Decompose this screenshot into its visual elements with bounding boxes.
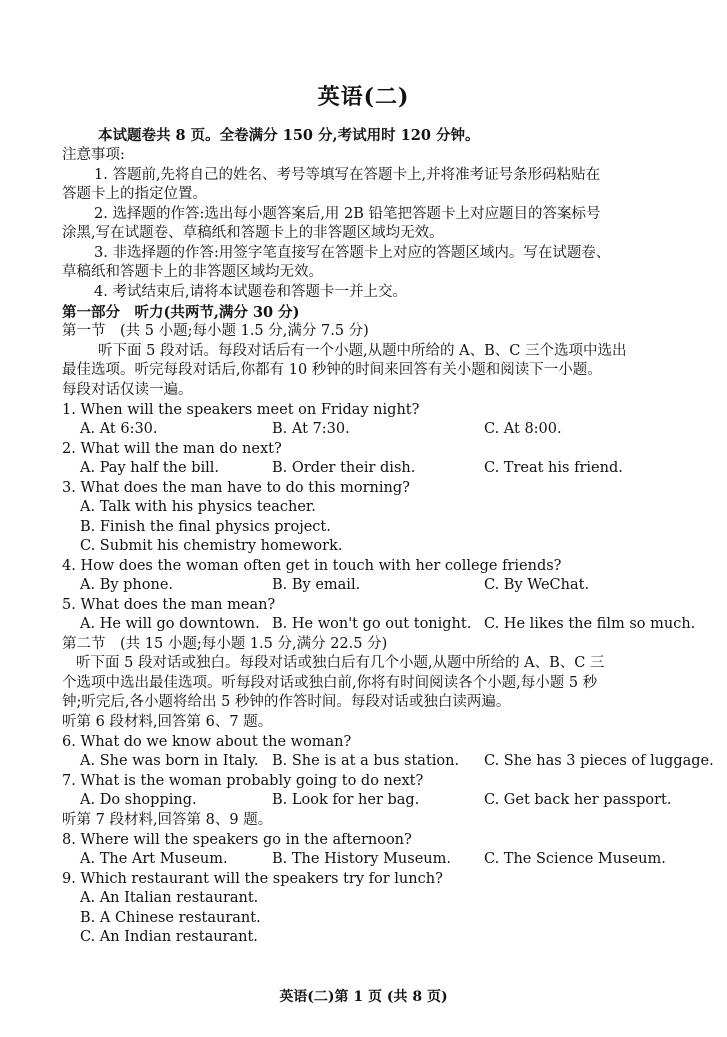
question-stem: 6. What do we know about the woman? bbox=[62, 734, 352, 750]
section2-heading: 第二节 (共 15 小题;每小题 1.5 分,满分 22.5 分) bbox=[62, 636, 388, 652]
exam-intro: 本试题卷共 8 页。全卷满分 150 分,考试用时 120 分钟。 bbox=[98, 127, 480, 144]
notice-line: 4. 考试结束后,请将本试题卷和答题卡一并上交。 bbox=[94, 284, 408, 300]
section1-instruction: 每段对话仅读一遍。 bbox=[62, 382, 193, 398]
option-a: A. By phone. bbox=[80, 577, 174, 593]
option-b: B. She is at a bus station. bbox=[272, 753, 460, 769]
page-title: 英语(二) bbox=[317, 84, 410, 110]
section2-instruction: 听下面 5 段对话或独白。每段对话或独白后有几个小题,从题中所给的 A、B、C 三 bbox=[76, 655, 605, 671]
option-b: B. Finish the final physics project. bbox=[80, 519, 331, 535]
section2-instruction: 钟;听完后,各小题将给出 5 秒钟的作答时间。每段对话或独白读两遍。 bbox=[62, 694, 511, 710]
option-a: A. Pay half the bill. bbox=[80, 460, 219, 476]
question-stem: 4. How does the woman often get in touch with her college friends? bbox=[62, 558, 562, 574]
option-c: C. An Indian restaurant. bbox=[80, 929, 258, 945]
option-b: B. A Chinese restaurant. bbox=[80, 910, 261, 926]
section2-instruction: 个选项中选出最佳选项。听每段对话或独白前,你将有时间阅读各个小题,每小题 5 秒 bbox=[62, 675, 598, 691]
part1-heading: 第一部分 听力(共两节,满分 30 分) bbox=[62, 304, 300, 321]
question-stem: 1. When will the speakers meet on Friday night? bbox=[62, 402, 420, 418]
notice-line: 答题卡上的指定位置。 bbox=[62, 186, 207, 202]
option-a: A. At 6:30. bbox=[80, 421, 158, 437]
question-stem: 5. What does the man mean? bbox=[62, 597, 276, 613]
option-b: B. He won't go out tonight. bbox=[272, 616, 472, 632]
question-stem: 3. What does the man have to do this morning? bbox=[62, 480, 410, 496]
option-b: B. The History Museum. bbox=[272, 851, 451, 867]
section1-heading: 第一节 (共 5 小题;每小题 1.5 分,满分 7.5 分) bbox=[62, 323, 369, 339]
notice-heading: 注意事项: bbox=[62, 147, 125, 163]
notice-line: 2. 选择题的作答:选出每小题答案后,用 2B 铅笔把答题卡上对应题目的答案标号 bbox=[94, 206, 601, 222]
option-b: B. Look for her bag. bbox=[272, 792, 420, 808]
material-label: 听第 6 段材料,回答第 6、7 题。 bbox=[62, 714, 273, 730]
option-b: B. By email. bbox=[272, 577, 361, 593]
option-b: B. At 7:30. bbox=[272, 421, 350, 437]
option-a: A. He will go downtown. bbox=[80, 616, 260, 632]
notice-line: 草稿纸和答题卡上的非答题区域均无效。 bbox=[62, 264, 323, 280]
material-label: 听第 7 段材料,回答第 8、9 题。 bbox=[62, 812, 273, 828]
option-a: A. She was born in Italy. bbox=[80, 753, 259, 769]
notice-line: 涂黑,写在试题卷、草稿纸和答题卡上的非答题区域均无效。 bbox=[62, 225, 444, 241]
option-c: C. By WeChat. bbox=[484, 577, 590, 593]
option-a: A. Do shopping. bbox=[80, 792, 197, 808]
option-c: C. Get back her passport. bbox=[484, 792, 672, 808]
option-c: C. Treat his friend. bbox=[484, 460, 623, 476]
option-b: B. Order their dish. bbox=[272, 460, 416, 476]
option-c: C. The Science Museum. bbox=[484, 851, 666, 867]
question-stem: 2. What will the man do next? bbox=[62, 441, 282, 457]
option-c: C. He likes the film so much. bbox=[484, 616, 696, 632]
option-a: A. The Art Museum. bbox=[80, 851, 228, 867]
notice-line: 1. 答题前,先将自己的姓名、考号等填写在答题卡上,并将准考证号条形码粘贴在 bbox=[94, 167, 601, 183]
option-c: C. Submit his chemistry homework. bbox=[80, 538, 343, 554]
notice-line: 3. 非选择题的作答:用签字笔直接写在答题卡上对应的答题区域内。写在试题卷、 bbox=[94, 245, 611, 261]
question-stem: 7. What is the woman probably going to do next? bbox=[62, 773, 424, 789]
option-c: C. At 8:00. bbox=[484, 421, 562, 437]
section1-instruction: 最佳选项。听完每段对话后,你都有 10 秒钟的时间来回答有关小题和阅读下一小题。 bbox=[62, 362, 602, 378]
section1-instruction: 听下面 5 段对话。每段对话后有一个小题,从题中所给的 A、B、C 三个选项中选出 bbox=[98, 343, 627, 359]
option-c: C. She has 3 pieces of luggage. bbox=[484, 753, 714, 769]
question-stem: 9. Which restaurant will the speakers try for lunch? bbox=[62, 871, 443, 887]
option-a: A. Talk with his physics teacher. bbox=[80, 499, 316, 515]
page-footer: 英语(二)第 1 页 (共 8 页) bbox=[279, 989, 448, 1005]
question-stem: 8. Where will the speakers go in the afternoon? bbox=[62, 832, 412, 848]
option-a: A. An Italian restaurant. bbox=[80, 890, 259, 906]
